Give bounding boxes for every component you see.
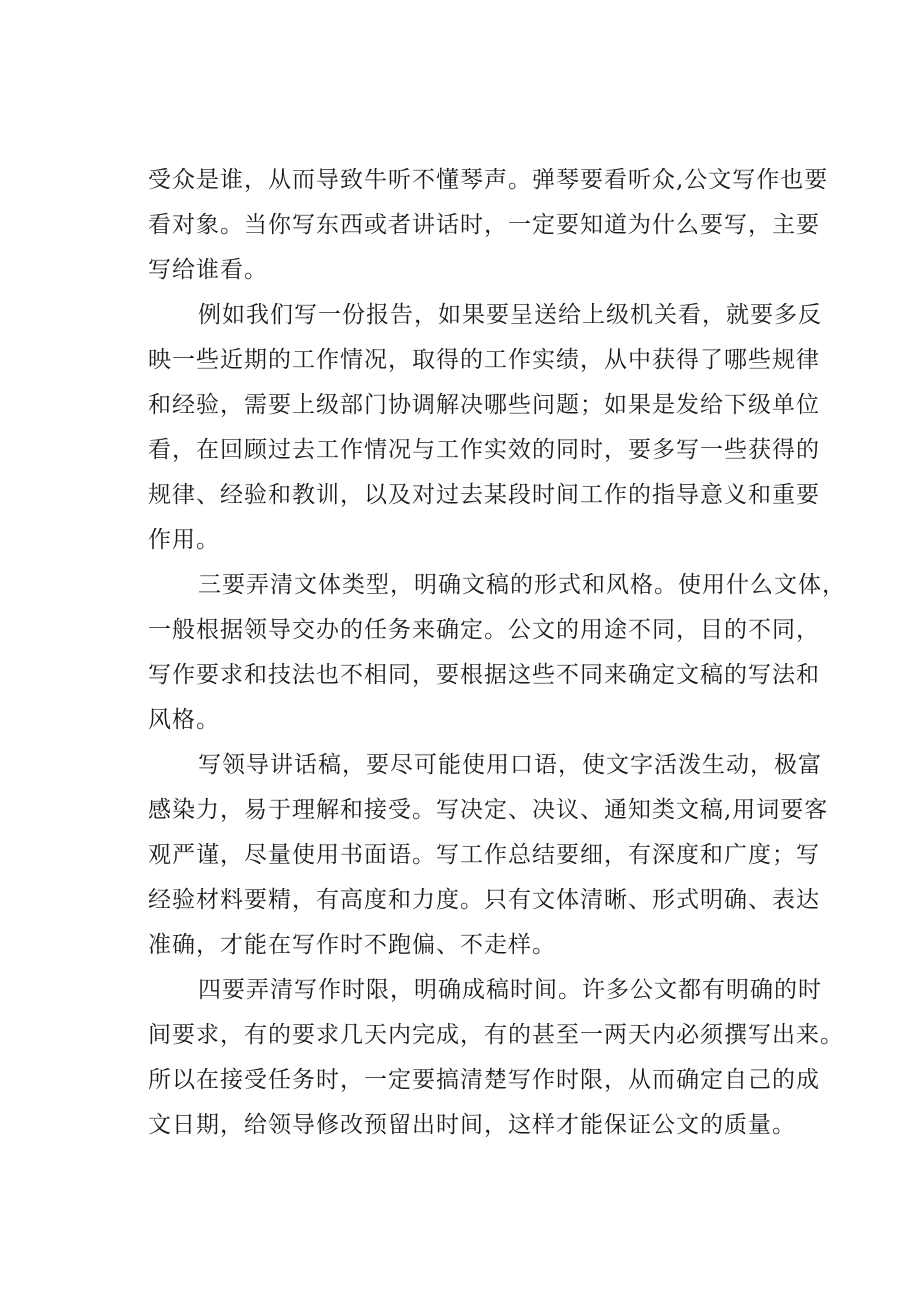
document-body bbox=[148, 158, 846, 1148]
paragraph-time-limit bbox=[148, 968, 844, 1148]
paragraph-document-type bbox=[148, 563, 846, 743]
text-line: 例如我们写一份报告，如果要呈送给上级机关看，就要多反 bbox=[198, 302, 822, 328]
text-line: 三要弄清文体类型，明确文稿的形式和风格。使用什么文体， bbox=[198, 572, 846, 598]
text-line: 所以在接受任务时，一定要搞清楚写作时限，从而确定自己的成 bbox=[148, 1067, 820, 1093]
text-line: 风格。 bbox=[148, 707, 220, 733]
text-line: 感染力，易于理解和接受。写决定、决议、通知类文稿,用词要客 bbox=[148, 797, 829, 823]
text-line: 作用。 bbox=[148, 527, 220, 553]
text-line: 规律、经验和教训，以及对过去某段时间工作的指导意义和重要 bbox=[148, 482, 820, 508]
paragraph-report-example bbox=[148, 293, 822, 563]
text-line: 写领导讲话稿，要尽可能使用口语，使文字活泼生动，极富 bbox=[198, 752, 822, 778]
text-line: 间要求，有的要求几天内完成，有的甚至一两天内必须撰写出来。 bbox=[148, 1022, 844, 1048]
text-line: 经验材料要精，有高度和力度。只有文体清晰、形式明确、表达 bbox=[148, 887, 820, 913]
text-line: 一般根据领导交办的任务来确定。公文的用途不同，目的不同， bbox=[148, 617, 820, 643]
text-line: 文日期，给领导修改预留出时间，这样才能保证公文的质量。 bbox=[148, 1112, 796, 1138]
text-line: 四要弄清写作时限，明确成稿时间。许多公文都有明确的时 bbox=[198, 977, 822, 1003]
text-line: 看对象。当你写东西或者讲话时，一定要知道为什么要写，主要 bbox=[148, 212, 820, 238]
text-line: 受众是谁，从而导致牛听不懂琴声。弹琴要看听众,公文写作也要 bbox=[148, 167, 829, 193]
text-line: 看，在回顾过去工作情况与工作实效的同时，要多写一些获得的 bbox=[148, 437, 820, 463]
text-line: 映一些近期的工作情况，取得的工作实绩，从中获得了哪些规律 bbox=[148, 347, 820, 373]
text-line: 准确，才能在写作时不跑偏、不走样。 bbox=[148, 932, 556, 958]
text-line: 观严谨，尽量使用书面语。写工作总结要细，有深度和广度；写 bbox=[148, 842, 820, 868]
paragraph-continuation bbox=[148, 158, 829, 293]
text-line: 写作要求和技法也不相同，要根据这些不同来确定文稿的写法和 bbox=[148, 662, 820, 688]
text-line: 和经验，需要上级部门协调解决哪些问题；如果是发给下级单位 bbox=[148, 392, 820, 418]
text-line: 写给谁看。 bbox=[148, 257, 268, 283]
paragraph-speech-draft bbox=[148, 743, 829, 968]
